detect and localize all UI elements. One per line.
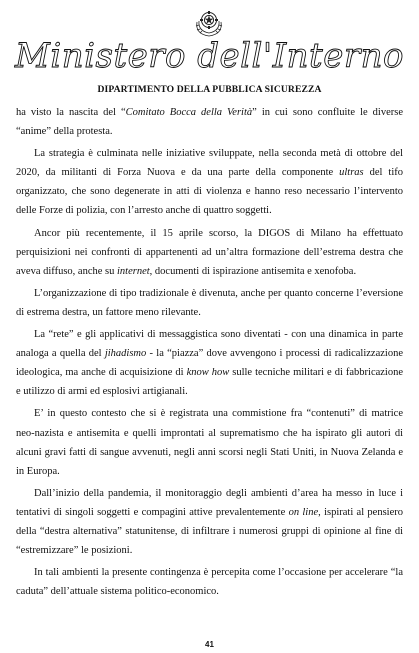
text-run: La strategia è culminata nelle iniziative sviluppate, nella seconda metà di ottobre del 2020, da militanti di Forza Nuova e da una parte della componente <box>16 148 403 179</box>
republic-emblem-icon <box>193 4 225 38</box>
paragraph-7 <box>16 484 403 560</box>
italic-term: on line <box>288 506 319 518</box>
text-run: del tifo organizzato, che sono degenerate in atti di violenza e hanno reso necessario l’intervento delle Forze di polizia, con l’arresto anche di quattro soggetti. <box>16 167 403 217</box>
text-run: In tali ambienti la presente contingenza è percepita come l’occasione per accelerare “la caduta” dell’attuale sistema politico-economico. <box>16 567 403 598</box>
page-number: 41 <box>205 640 214 649</box>
paragraph-8 <box>16 563 403 601</box>
paragraph-2 <box>16 144 403 220</box>
paragraph-4 <box>16 284 403 322</box>
text-run: L’organizzazione di tipo tradizionale è divenuta, anche per quanto concerne l’eversione di estrema destra, un fattore meno rilevante. <box>16 287 403 318</box>
italic-term: know how <box>186 367 230 379</box>
text-run: , documenti di ispirazione antisemita e xenofoba. <box>149 265 357 277</box>
italic-term: ultras <box>339 167 364 179</box>
italic-term: internet <box>116 265 150 277</box>
italic-term: Comitato Bocca della Verità <box>125 107 253 118</box>
body-text <box>16 103 403 604</box>
paragraph-6 <box>16 404 403 480</box>
paragraph-3 <box>16 224 403 281</box>
italic-term: jihadismo <box>104 348 147 360</box>
text-run: ” in cui sono confluite le diverse “anime” della protesta. <box>16 107 403 138</box>
department-heading: DIPARTIMENTO DELLA PUBBLICA SICUREZZA <box>97 84 322 95</box>
ministry-masthead: Ministero dell'Interno <box>15 36 404 76</box>
text-run: Dall’inizio della pandemia, il monitoraggio degli ambienti d’area ha messo in luce i tentativi di singoli soggetti e compagini attive prevalentemente <box>16 487 403 518</box>
text-run: , ispirati al pensiero della “destra alternativa” statunitense, di infiltrare i numerosi gruppi di opinione al fine di “estremizzare” le posizioni. <box>16 506 404 557</box>
text-run: La “rete” e gli applicativi di messaggistica sono diventati - con una dinamica in parte analoga a quella del <box>16 329 403 360</box>
paragraph-1 <box>16 103 403 141</box>
text-run: - la “piazza” dove avvengono i processi di radicalizzazione ideologica, ma anche di acquisizione di <box>16 348 403 379</box>
text-run: sulle tecniche militari e di fabbricazione e utilizzo di armi ed esplosivi artigianali. <box>16 367 403 398</box>
text-run: ha visto la nascita del “ <box>16 107 126 118</box>
text-run: Ancor più recentemente, il 15 aprile scorso, la DIGOS di Milano ha effettuato perquisizioni nei confronti di appartenenti ad un’altra formazione dell’estrema destra che aveva diffuso, anche su <box>16 227 403 277</box>
paragraph-5 <box>16 325 403 401</box>
text-run: E’ in questo contesto che si è registrata una commistione fra “contenuti” di matrice neo-nazista e antisemita e quelli improntati al suprematismo che ha ispirato gli autori di alcuni gravi fatti di sangue avvenuti, negli anni scorsi negli Stati Uniti, in Nuova Zelanda e in Europa. <box>16 408 403 477</box>
